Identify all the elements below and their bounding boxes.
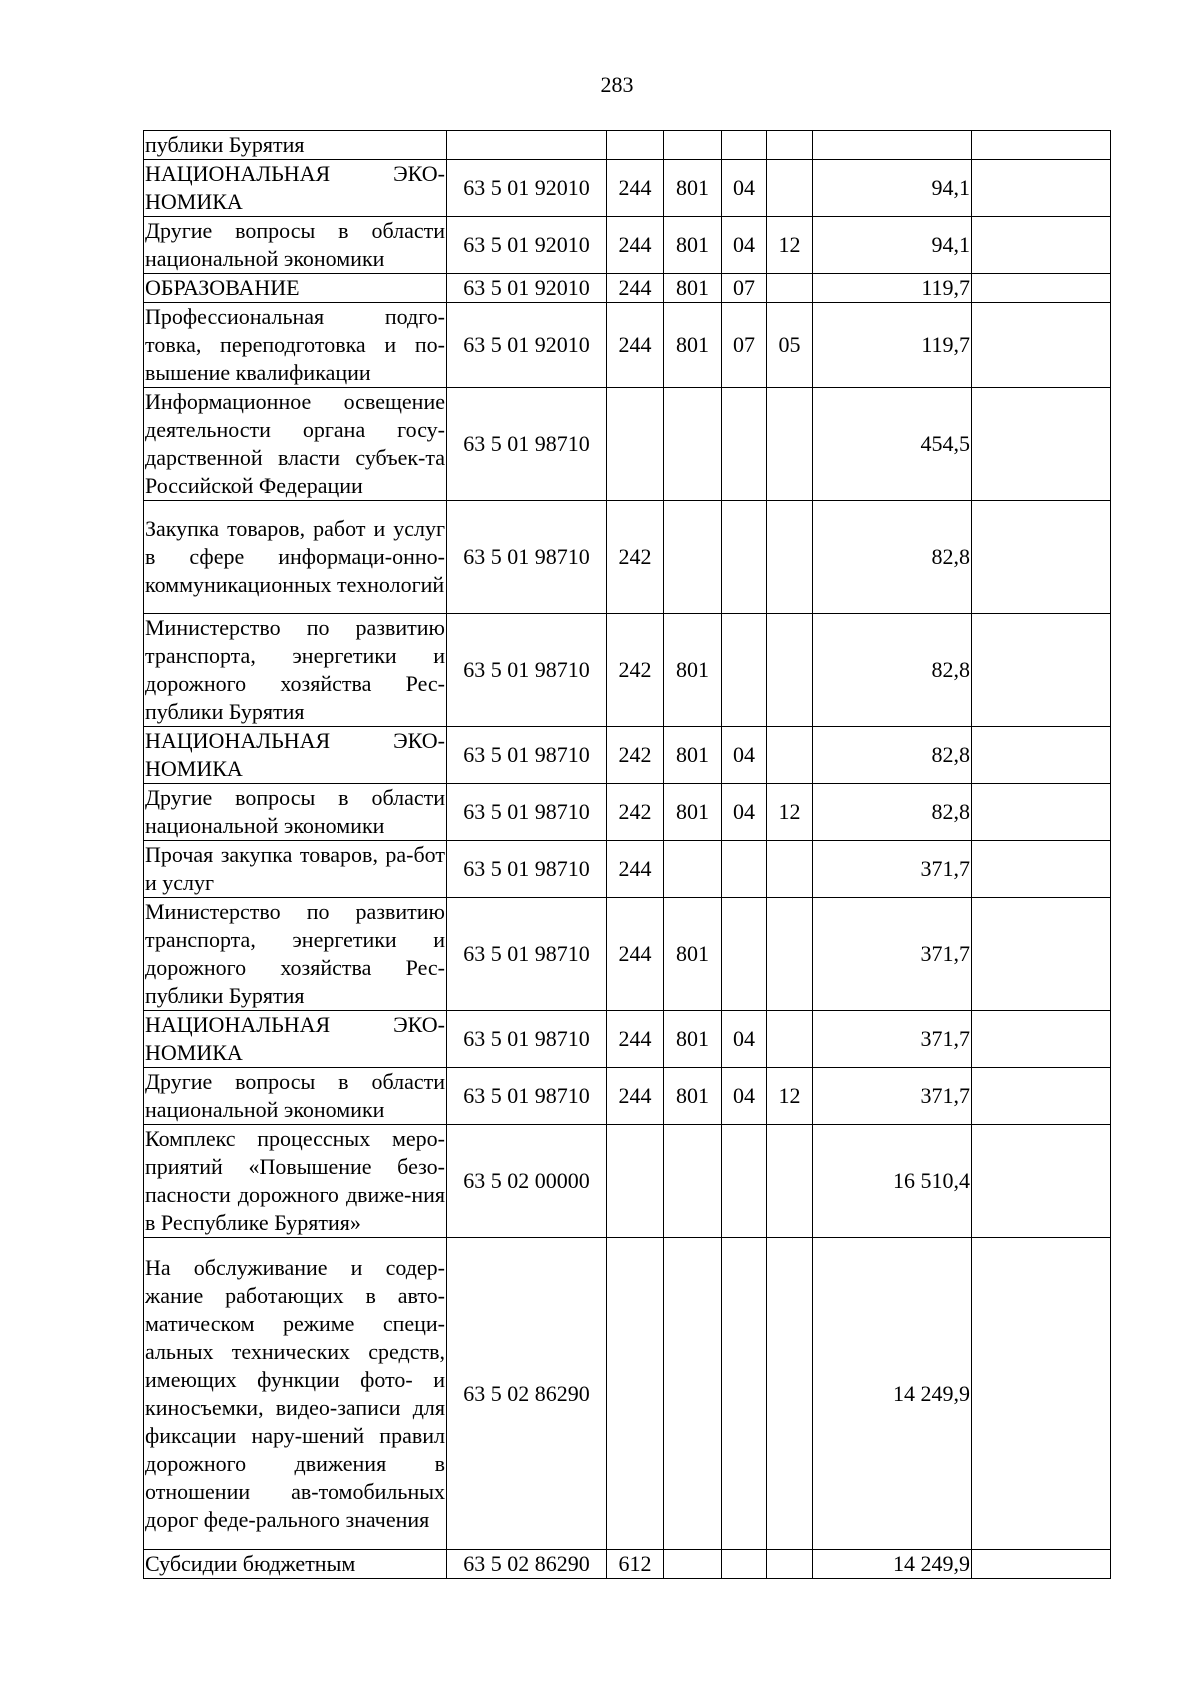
target-code-cell: 63 5 01 92010 [447,217,607,274]
target-code-cell [447,131,607,160]
target-code-cell: 63 5 01 98710 [447,388,607,501]
subsection-cell [767,1011,813,1068]
amount-cell: 14 249,9 [813,1238,972,1550]
expense-type-cell: 244 [607,841,664,898]
ministry-code-cell: 801 [664,727,722,784]
amount-cell: 16 510,4 [813,1125,972,1238]
row-name-cell: НАЦИОНАЛЬНАЯ ЭКО-НОМИКА [144,160,447,217]
row-name-cell: Министерство по развитию транспорта, энергетики и дорожного хозяйства Рес-публики Бурятия [144,614,447,727]
extra-cell [972,784,1111,841]
table-row [144,1068,1111,1125]
amount-cell: 82,8 [813,614,972,727]
row-name-cell: Министерство по развитию транспорта, энергетики и дорожного хозяйства Рес-публики Бурятия [144,898,447,1011]
extra-cell [972,727,1111,784]
expense-type-cell: 244 [607,303,664,388]
expense-type-cell: 612 [607,1550,664,1579]
ministry-code-cell: 801 [664,1011,722,1068]
row-name-cell: НАЦИОНАЛЬНАЯ ЭКО-НОМИКА [144,1011,447,1068]
expense-type-cell [607,1238,664,1550]
ministry-code-cell: 801 [664,274,722,303]
subsection-cell: 05 [767,303,813,388]
expense-type-cell: 244 [607,274,664,303]
expense-type-cell: 242 [607,784,664,841]
amount-cell: 94,1 [813,160,972,217]
target-code-cell: 63 5 01 98710 [447,898,607,1011]
expense-type-cell: 242 [607,614,664,727]
amount-cell: 82,8 [813,501,972,614]
extra-cell [972,898,1111,1011]
section-cell: 04 [722,1068,767,1125]
subsection-cell [767,160,813,217]
ministry-code-cell [664,388,722,501]
table-row [144,501,1111,614]
subsection-cell [767,1125,813,1238]
extra-cell [972,160,1111,217]
expense-type-cell: 244 [607,1068,664,1125]
expense-type-cell: 244 [607,160,664,217]
table-row [144,898,1111,1011]
amount-cell: 94,1 [813,217,972,274]
row-name-cell: Комплекс процессных меро-приятий «Повышение безо-пасности дорожного движе-ния в Республике Бурятия» [144,1125,447,1238]
section-cell: 07 [722,274,767,303]
subsection-cell [767,274,813,303]
target-code-cell: 63 5 01 98710 [447,501,607,614]
table-row [144,841,1111,898]
ministry-code-cell: 801 [664,160,722,217]
target-code-cell: 63 5 01 92010 [447,160,607,217]
row-name-cell: На обслуживание и содер-жание работающих в авто-матическом режиме специ-альных технических средств, имеющих функции фото- и киносъемки, видео-записи для фиксации нару-шений правил дорожного движения в отношении ав-томобильных дорог феде-рального значения [144,1238,447,1550]
section-cell [722,1550,767,1579]
row-name-cell: публики Бурятия [144,131,447,160]
section-cell: 04 [722,784,767,841]
section-cell: 04 [722,160,767,217]
target-code-cell: 63 5 01 92010 [447,274,607,303]
extra-cell [972,303,1111,388]
subsection-cell [767,1238,813,1550]
subsection-cell [767,898,813,1011]
target-code-cell: 63 5 01 98710 [447,1068,607,1125]
amount-cell: 371,7 [813,841,972,898]
section-cell: 04 [722,727,767,784]
extra-cell [972,1238,1111,1550]
row-name-cell: Другие вопросы в области национальной экономики [144,217,447,274]
subsection-cell [767,1550,813,1579]
section-cell [722,388,767,501]
amount-cell: 82,8 [813,727,972,784]
extra-cell [972,1011,1111,1068]
table-row [144,217,1111,274]
target-code-cell: 63 5 02 86290 [447,1238,607,1550]
ministry-code-cell [664,131,722,160]
amount-cell: 371,7 [813,898,972,1011]
target-code-cell: 63 5 01 98710 [447,727,607,784]
expense-type-cell: 244 [607,1011,664,1068]
table-row [144,131,1111,160]
section-cell [722,614,767,727]
table-row [144,1011,1111,1068]
section-cell [722,898,767,1011]
subsection-cell [767,727,813,784]
section-cell [722,1125,767,1238]
table-row [144,1238,1111,1550]
extra-cell [972,501,1111,614]
amount-cell: 14 249,9 [813,1550,972,1579]
ministry-code-cell: 801 [664,217,722,274]
ministry-code-cell [664,501,722,614]
ministry-code-cell [664,1125,722,1238]
expense-type-cell: 242 [607,727,664,784]
extra-cell [972,841,1111,898]
table-row [144,1125,1111,1238]
section-cell [722,501,767,614]
amount-cell: 371,7 [813,1011,972,1068]
section-cell: 04 [722,1011,767,1068]
amount-cell: 454,5 [813,388,972,501]
extra-cell [972,1068,1111,1125]
section-cell: 07 [722,303,767,388]
section-cell: 04 [722,217,767,274]
extra-cell [972,1125,1111,1238]
subsection-cell [767,614,813,727]
section-cell [722,131,767,160]
amount-cell: 82,8 [813,784,972,841]
ministry-code-cell [664,1550,722,1579]
target-code-cell: 63 5 02 00000 [447,1125,607,1238]
ministry-code-cell: 801 [664,784,722,841]
row-name-cell: Другие вопросы в области национальной экономики [144,784,447,841]
page-number: 283 [600,72,634,97]
ministry-code-cell: 801 [664,898,722,1011]
row-name-cell: Субсидии бюджетным [144,1550,447,1579]
expense-type-cell [607,131,664,160]
extra-cell [972,131,1111,160]
extra-cell [972,388,1111,501]
row-name-cell: Закупка товаров, работ и услуг в сфере информаци-онно-коммуникационных технологий [144,501,447,614]
table-row [144,727,1111,784]
expense-type-cell: 242 [607,501,664,614]
expense-type-cell [607,1125,664,1238]
subsection-cell: 12 [767,217,813,274]
target-code-cell: 63 5 01 98710 [447,841,607,898]
subsection-cell: 12 [767,784,813,841]
amount-cell: 119,7 [813,303,972,388]
section-cell [722,1238,767,1550]
subsection-cell [767,501,813,614]
ministry-code-cell [664,841,722,898]
row-name-cell: Другие вопросы в области национальной экономики [144,1068,447,1125]
table-row [144,274,1111,303]
extra-cell [972,274,1111,303]
subsection-cell [767,841,813,898]
amount-cell [813,131,972,160]
target-code-cell: 63 5 01 98710 [447,784,607,841]
table-row [144,388,1111,501]
row-name-cell: Прочая закупка товаров, ра-бот и услуг [144,841,447,898]
expense-type-cell: 244 [607,898,664,1011]
target-code-cell: 63 5 01 98710 [447,1011,607,1068]
expense-type-cell: 244 [607,217,664,274]
table-row [144,784,1111,841]
row-name-cell: Информационное освещение деятельности органа госу-дарственной власти субъек-та Российской Федерации [144,388,447,501]
amount-cell: 119,7 [813,274,972,303]
budget-table [143,130,1111,1579]
row-name-cell: ОБРАЗОВАНИЕ [144,274,447,303]
extra-cell [972,614,1111,727]
ministry-code-cell: 801 [664,1068,722,1125]
ministry-code-cell [664,1238,722,1550]
table-row [144,1550,1111,1579]
amount-cell: 371,7 [813,1068,972,1125]
row-name-cell: НАЦИОНАЛЬНАЯ ЭКО-НОМИКА [144,727,447,784]
expense-type-cell [607,388,664,501]
target-code-cell: 63 5 01 98710 [447,614,607,727]
table-row [144,160,1111,217]
table-row [144,614,1111,727]
section-cell [722,841,767,898]
ministry-code-cell: 801 [664,614,722,727]
target-code-cell: 63 5 02 86290 [447,1550,607,1579]
extra-cell [972,1550,1111,1579]
subsection-cell [767,131,813,160]
target-code-cell: 63 5 01 92010 [447,303,607,388]
subsection-cell [767,388,813,501]
row-name-cell: Профессиональная подго-товка, переподготовка и по-вышение квалификации [144,303,447,388]
ministry-code-cell: 801 [664,303,722,388]
table-row [144,303,1111,388]
subsection-cell: 12 [767,1068,813,1125]
extra-cell [972,217,1111,274]
